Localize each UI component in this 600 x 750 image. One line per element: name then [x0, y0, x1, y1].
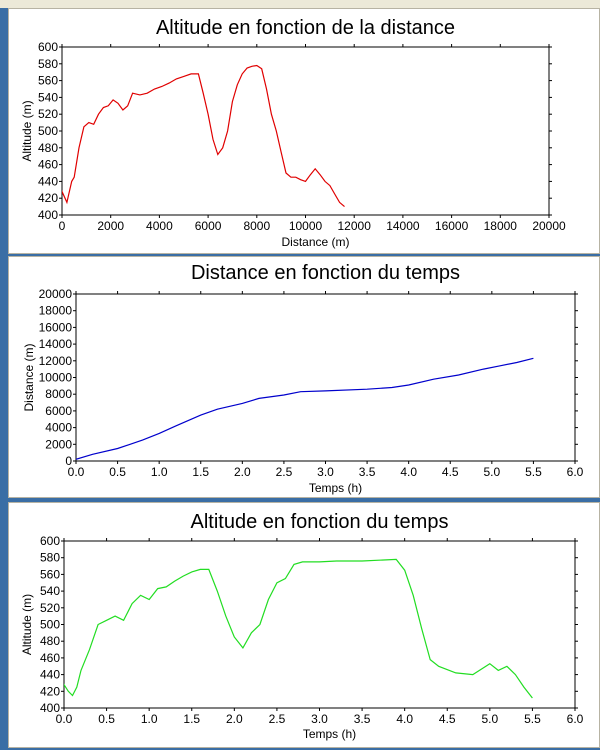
x-tick-label: 5.0 — [481, 712, 499, 726]
plot-frame — [64, 541, 575, 708]
chart-title: Altitude en fonction de la distance — [155, 17, 456, 39]
x-tick-label: 0.5 — [98, 712, 115, 726]
x-tick-label: 2.5 — [268, 712, 286, 726]
x-tick-label: 16000 — [434, 219, 469, 233]
chart-panel-altitude-time — [8, 502, 600, 748]
x-tick-label: 1.5 — [192, 465, 210, 479]
y-tick-label: 18000 — [38, 303, 72, 318]
series-line-distance — [72, 358, 534, 461]
x-tick-label: 3.0 — [317, 465, 334, 479]
x-tick-label: 6.0 — [566, 712, 584, 726]
chart-title: Altitude en fonction du temps — [190, 511, 449, 533]
chart-title: Distance en fonction du temps — [190, 262, 461, 284]
y-tick-label: 540 — [37, 90, 58, 105]
x-tick-label: 6.0 — [566, 465, 584, 479]
y-axis-label: Distance (m) — [22, 343, 36, 412]
y-tick-label: 560 — [37, 73, 58, 88]
x-tick-label: 1.5 — [183, 712, 201, 726]
x-tick-label: 1.0 — [140, 712, 158, 726]
plot-frame — [76, 294, 575, 461]
y-tick-label: 480 — [39, 634, 60, 649]
y-tick-label: 440 — [39, 667, 60, 682]
y-tick-label: 440 — [37, 174, 58, 189]
y-tick-label: 400 — [39, 701, 60, 715]
series-line-altitude — [57, 66, 344, 212]
y-tick-label: 16000 — [38, 320, 72, 335]
y-tick-label: 420 — [37, 191, 58, 206]
x-tick-label: 5.5 — [525, 465, 542, 479]
x-tick-label: 5.0 — [483, 465, 501, 479]
y-tick-label: 4000 — [45, 420, 72, 435]
chart-panel-distance-time — [8, 256, 600, 498]
x-tick-label: 2.0 — [233, 465, 251, 479]
x-axis-label: Distance (m) — [281, 235, 350, 249]
x-tick-label: 4.0 — [396, 712, 414, 726]
y-tick-label: 12000 — [38, 353, 72, 368]
y-tick-label: 480 — [37, 140, 58, 155]
window-left-edge — [0, 8, 8, 750]
y-tick-label: 580 — [37, 56, 58, 71]
x-tick-label: 0.0 — [55, 712, 73, 726]
y-tick-label: 500 — [37, 124, 58, 138]
x-tick-label: 3.5 — [358, 465, 376, 479]
y-tick-label: 420 — [39, 684, 60, 699]
y-tick-label: 520 — [37, 107, 58, 122]
x-tick-label: 6000 — [194, 219, 222, 233]
plot-frame — [62, 47, 549, 215]
y-tick-label: 460 — [37, 157, 58, 172]
chart-altitude-time — [9, 503, 599, 747]
y-tick-label: 10000 — [38, 370, 72, 385]
x-tick-label: 1.0 — [150, 465, 168, 479]
y-axis-label: Altitude (m) — [20, 593, 34, 656]
x-tick-label: 18000 — [483, 219, 517, 233]
x-axis-label: Temps (h) — [302, 727, 357, 741]
x-tick-label: 8000 — [243, 219, 271, 233]
x-axis-label: Temps (h) — [308, 481, 363, 495]
x-tick-label: 4.5 — [438, 712, 456, 726]
x-tick-label: 12000 — [337, 219, 371, 233]
x-tick-label: 0 — [58, 219, 66, 233]
x-tick-label: 4.0 — [400, 465, 418, 479]
x-tick-label: 14000 — [386, 219, 420, 233]
y-tick-label: 2000 — [45, 437, 72, 452]
y-tick-label: 400 — [37, 208, 58, 222]
y-tick-label: 540 — [39, 584, 60, 599]
x-tick-label: 2000 — [97, 219, 125, 233]
chart-panel-altitude-distance — [8, 8, 600, 254]
y-tick-label: 500 — [39, 617, 60, 632]
x-tick-label: 10000 — [288, 219, 323, 233]
y-axis-label: Altitude (m) — [20, 100, 34, 162]
y-tick-label: 14000 — [38, 337, 72, 352]
chart-altitude-distance — [9, 9, 599, 253]
x-tick-label: 3.0 — [311, 712, 328, 726]
y-tick-label: 600 — [37, 40, 58, 54]
y-tick-label: 460 — [39, 650, 60, 665]
series-line-altitude — [60, 559, 533, 703]
y-tick-label: 8000 — [45, 387, 72, 402]
x-tick-label: 4.5 — [441, 465, 459, 479]
x-tick-label: 0.5 — [109, 465, 126, 479]
x-tick-label: 3.5 — [353, 712, 371, 726]
y-tick-label: 20000 — [38, 287, 72, 301]
x-tick-label: 2.5 — [275, 465, 293, 479]
y-tick-label: 6000 — [45, 403, 72, 418]
x-tick-label: 4000 — [146, 219, 173, 233]
y-tick-label: 520 — [39, 600, 60, 615]
y-tick-label: 600 — [39, 534, 60, 548]
x-tick-label: 0.0 — [67, 465, 85, 479]
chart-distance-time — [9, 257, 599, 497]
x-tick-label: 5.5 — [524, 712, 541, 726]
x-tick-label: 20000 — [532, 219, 566, 233]
y-tick-label: 580 — [39, 550, 60, 565]
x-tick-label: 2.0 — [225, 712, 243, 726]
y-tick-label: 0 — [65, 454, 72, 468]
y-tick-label: 560 — [39, 567, 60, 582]
